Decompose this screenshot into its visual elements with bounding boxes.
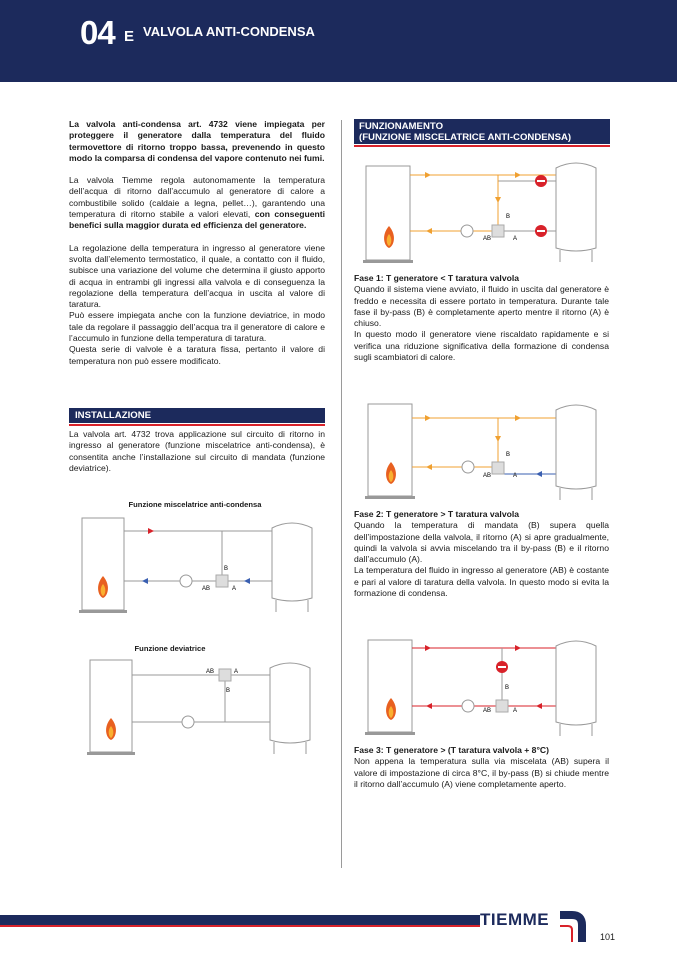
storage-tank [556,641,596,725]
fase-3 [354,745,609,790]
installazione-text: La valvola art. 4732 trova applicazione sul circuito di ritorno in ingresso al generatore (funzione miscelatrice anti-condensa), è consentita anche l’installazione sul circuito di mandata (funzione deviatrice). [69,429,325,473]
fase-1-text: Quando il sistema viene avviato, il fluido in uscita dal generatore è freddo e necessita di essere portato in temperatura. Durante tale fase il by-pass (B) è completamente aperto mentre il ritorno (A) è chiuso. [354,284,609,329]
fase-3-title: Fase 3: T generatore > (T taratura valvola + 8°C) [354,745,549,755]
footer-bar [0,915,480,925]
intro-paragraph-4: Può essere impiegata anche con la funzione deviatrice, in modo tale da regolare il passaggio dell’acqua tra il generatore di calore e l’accumulo in funzione della temperatura di taratura. [69,310,325,344]
fase-1-title: Fase 1: T generatore < T taratura valvola [354,273,520,283]
fase-2-title: Fase 2: T generatore > T taratura valvola [354,509,520,519]
fase-2-text-2: La temperatura del fluido in ingresso al generatore (AB) è costante e pari al valore di taratura della valvola. In questo modo si evita la formazione di condensa. [354,565,609,599]
chapter-number: 04 [80,14,115,51]
label-ab: AB [483,473,492,479]
fase-2-text: Quando la temperatura di mandata (B) supera quella dell’impostazione della valvola, il ritorno (A) si apre gradualmente, quindi la valvola si avvia miscelando tra il by-pass (B) e il ritorno dall’accumulo (A). [354,520,609,565]
label-b: B [505,685,510,691]
label-a: A [513,236,518,242]
label-b: B [226,688,231,694]
page-number: 101 [600,932,616,942]
brand-logo: TIEMME [480,910,550,929]
footer-curve [560,912,600,942]
intro-paragraph-2: La valvola Tiemme regola autonomamente la temperatura dell’acqua di ritorno dall’accumulo al generatore di calore a combustibile solido (caldaie a legna, pellet…), garantendo una temperatura di ritorno stabile a valori elevati, con conseguenti benefici sulla maggior durata ed efficienza del generatore. [69,175,325,231]
label-a: A [234,669,239,675]
label-ab: AB [202,586,211,592]
intro-paragraph-1: La valvola anti-condensa art. 4732 viene impiegata per proteggere il generatore dalla temperatura del fluido termovettore di ritorno troppo bassa, prevenendo in questo modo la comparsa di condensa del vapore contenuto nei fumi. [69,119,325,163]
label-b: B [224,566,229,572]
label-b: B [506,452,511,458]
pump-icon [462,700,474,712]
figure-title-deviatrice: Funzione deviatrice [134,644,206,653]
label-ab: AB [206,669,215,675]
chapter-letter: E [124,28,135,45]
intro-paragraph-3: La regolazione della temperatura in ingresso al generatore viene svolta dall’elemento termostatico, il quale, a contatto con il fluido, subisce una variazione del volume che determina il giusto apporto di acqua in entrambi gli ingressi alla valvola e di conseguenza la regolazione della temperatura dell’acqua in uscita al valore di taratura. [69,242,325,310]
valve-icon [496,700,508,712]
footer-stripe [0,925,480,927]
label-a: A [232,586,237,592]
section-funzionamento-header: FUNZIONAMENTO (FUNZIONE MISCELATRICE ANTI-CONDENSA) [354,119,610,144]
label-ab: AB [483,236,492,242]
label-ab: AB [483,708,492,714]
section-installazione-header: INSTALLAZIONE [69,408,325,423]
figure-title-miscelatrice: Funzione miscelatrice anti-condensa [128,500,262,509]
label-a: A [513,708,518,714]
page-title: VALVOLA ANTI-CONDENSA [143,24,315,39]
intro-paragraph-5: Questa serie di valvole è a taratura fissa, pertanto il valore di temperatura non può essere modificato. [69,344,325,366]
fase-1-text-2: In questo modo il generatore viene riscaldato rapidamente e si verifica una riduzione significativa della formazione di condensa sugli scambiatori di calore. [354,329,609,363]
label-a: A [513,473,518,479]
fase-3-text: Non appena la temperatura sulla via miscelata (AB) supera il valore di impostazione di circa 8°C, il by-pass (B) si chiude mentre il ritorno dall’accumulo (A) viene completamente aperto. [354,756,609,789]
label-b: B [506,214,511,220]
